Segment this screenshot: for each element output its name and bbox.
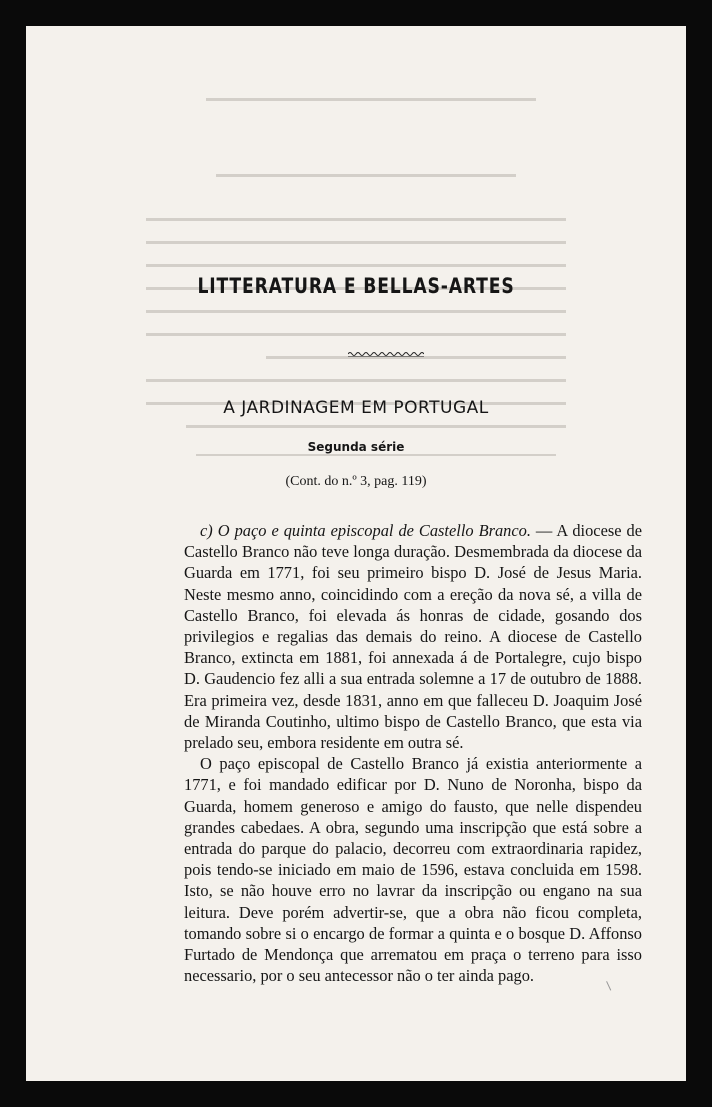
section-title: LITTERATURA E BELLAS-ARTES <box>197 274 515 298</box>
article-series: Segunda série <box>307 440 405 454</box>
continuation-note: (Cont. do n.º 3, pag. 119) <box>285 474 427 489</box>
page <box>26 26 686 1081</box>
paragraph-1-text: — A diocese de Castello Branco não teve longa duração. Desmembrada da diocese da Guarda em 1771, foi seu primeiro bispo D. José de Jesus Maria. Neste mesmo anno, coincidindo com a ereção da nova sé, a villa de Castello Branco, foi elevada ás honras de cidade, gosando dos privilegios e regalias das demais do reino. A diocese de Castello Branco, extincta em 1881, foi annexada á de Portalegre, cujo bispo D. Gaudencio fez alli a sua entrada solemne a 17 de outubro de 1888. Era primeira vez, desde 1831, anno em que falleceu D. Joaquim José de Miranda Coutinho, ultimo bispo de Castello Branco, que esta via prelado seu, embora residente em outra sé. <box>184 521 642 753</box>
article-title: A JARDINAGEM EM PORTUGAL <box>223 398 489 418</box>
paragraph-1 <box>184 520 642 753</box>
paragraph-1-lead: c) O paço e quinta episcopal de Castello Branco. <box>200 521 531 540</box>
paragraph-2: O paço episcopal de Castello Branco já existia anteriormente a 1771, e foi mandado edificar por D. Nuno de Noronha, bispo da Guarda, homem generoso e amigo do fausto, que nelle dispendeu grandes cabedaes. A obra, segundo uma inscripção que está sobre a entrada do parque do palacio, decorreu com extraordinaria rapidez, pois tendo-se iniciado em maio de 1596, estava concluida em 1598. Isto, se não houve erro no lavrar da inscripção ou engano na sua leitura. Deve porém advertir-se, que a obra não ficou completa, tomando sobre si o encargo de formar a quinta e o bosque D. Affonso Furtado de Mendonça que arrematou em praça o terreno para isso necessario, por o seu antecessor não o ter ainda pago. <box>184 754 642 986</box>
page-content <box>26 26 686 1081</box>
article-body <box>184 520 642 986</box>
wavy-rule-ornament-icon <box>348 350 424 358</box>
